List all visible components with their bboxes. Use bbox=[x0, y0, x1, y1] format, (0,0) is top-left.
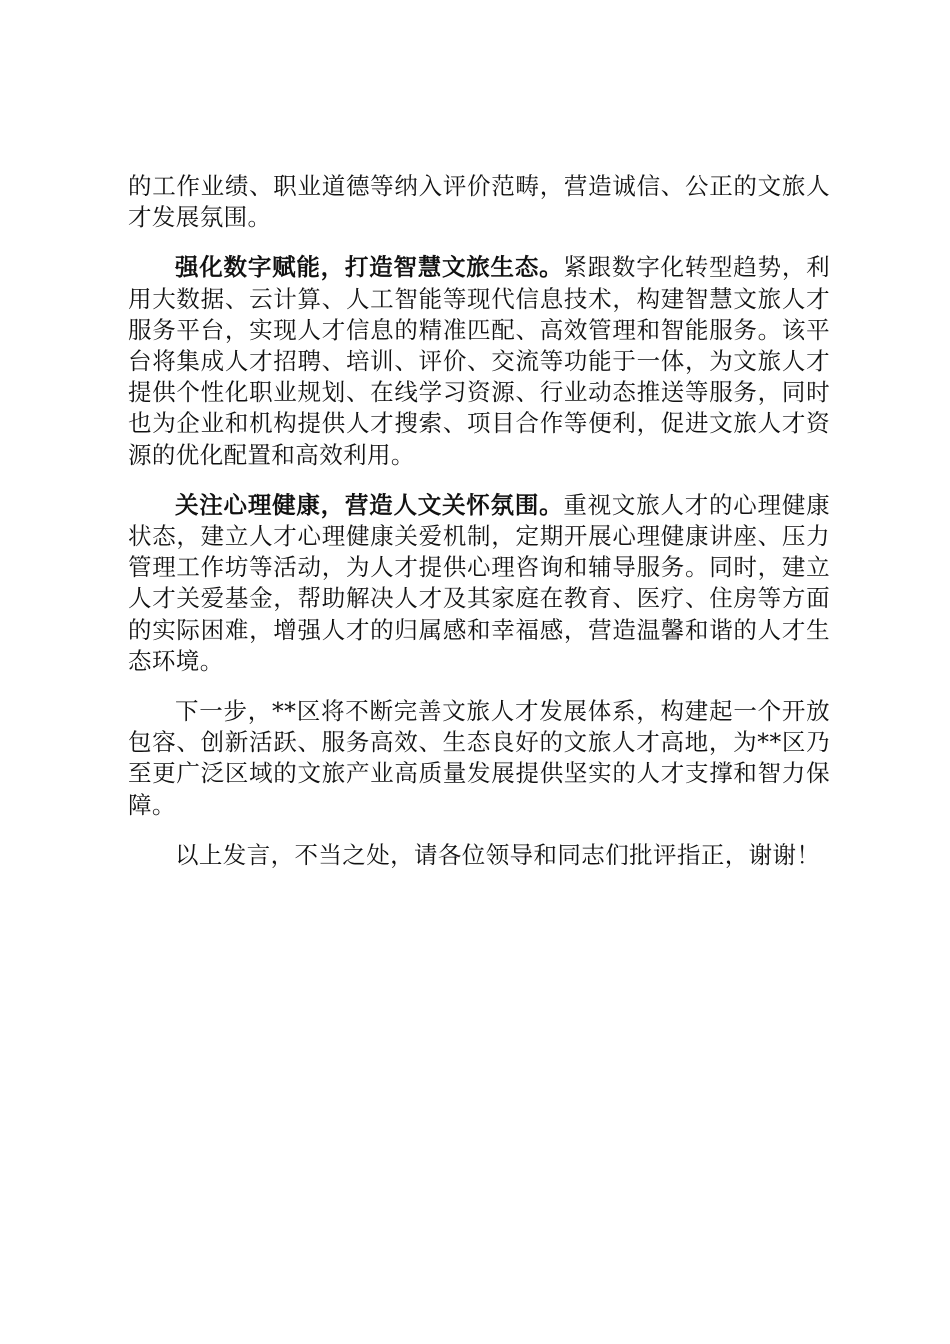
paragraph-heading: 强化数字赋能，打造智慧文旅生态。 bbox=[175, 253, 564, 282]
paragraph-1 bbox=[128, 171, 830, 233]
paragraph-heading: 关注心理健康，营造人文关怀氛围。 bbox=[175, 490, 564, 519]
paragraph-text: 的工作业绩、职业道德等纳入评价范畴，营造诚信、公正的文旅人才发展氛围。 bbox=[128, 172, 830, 232]
paragraph-text: 重视文旅人才的心理健康状态，建立人才心理健康关爱机制，定期开展心理健康讲座、压力管理工作坊等活动，为人才提供心理咨询和辅导服务。同时，建立人才关爱基金，帮助解决人才及其家庭在教育、医疗、住房等方面的实际困难，增强人才的归属感和幸福感，营造温馨和谐的人才生态环境。 bbox=[128, 490, 831, 675]
paragraph-text: 以上发言，不当之处，请各位领导和同志们批评指正，谢谢！ bbox=[175, 840, 821, 869]
paragraph-3 bbox=[128, 490, 830, 677]
paragraph-text: 下一步，**区将不断完善文旅人才发展体系，构建起一个开放包容、创新活跃、服务高效、生态良好的文旅人才高地，为**区乃至更广泛区域的文旅产业高质量发展提供坚实的人才支撑和智力保障。 bbox=[128, 697, 830, 819]
paragraph-5 bbox=[128, 840, 830, 871]
paragraph-4 bbox=[128, 696, 830, 821]
document-body bbox=[128, 171, 830, 890]
paragraph-text: 紧跟数字化转型趋势，利用大数据、云计算、人工智能等现代信息技术，构建智慧文旅人才服务平台，实现人才信息的精准匹配、高效管理和智能服务。该平台将集成人才招聘、培训、评价、交流等功能于一体，为文旅人才提供个性化职业规划、在线学习资源、行业动态推送等服务，同时也为企业和机构提供人才搜索、项目合作等便利，促进文旅人才资源的优化配置和高效利用。 bbox=[128, 253, 831, 469]
paragraph-2 bbox=[128, 252, 830, 470]
